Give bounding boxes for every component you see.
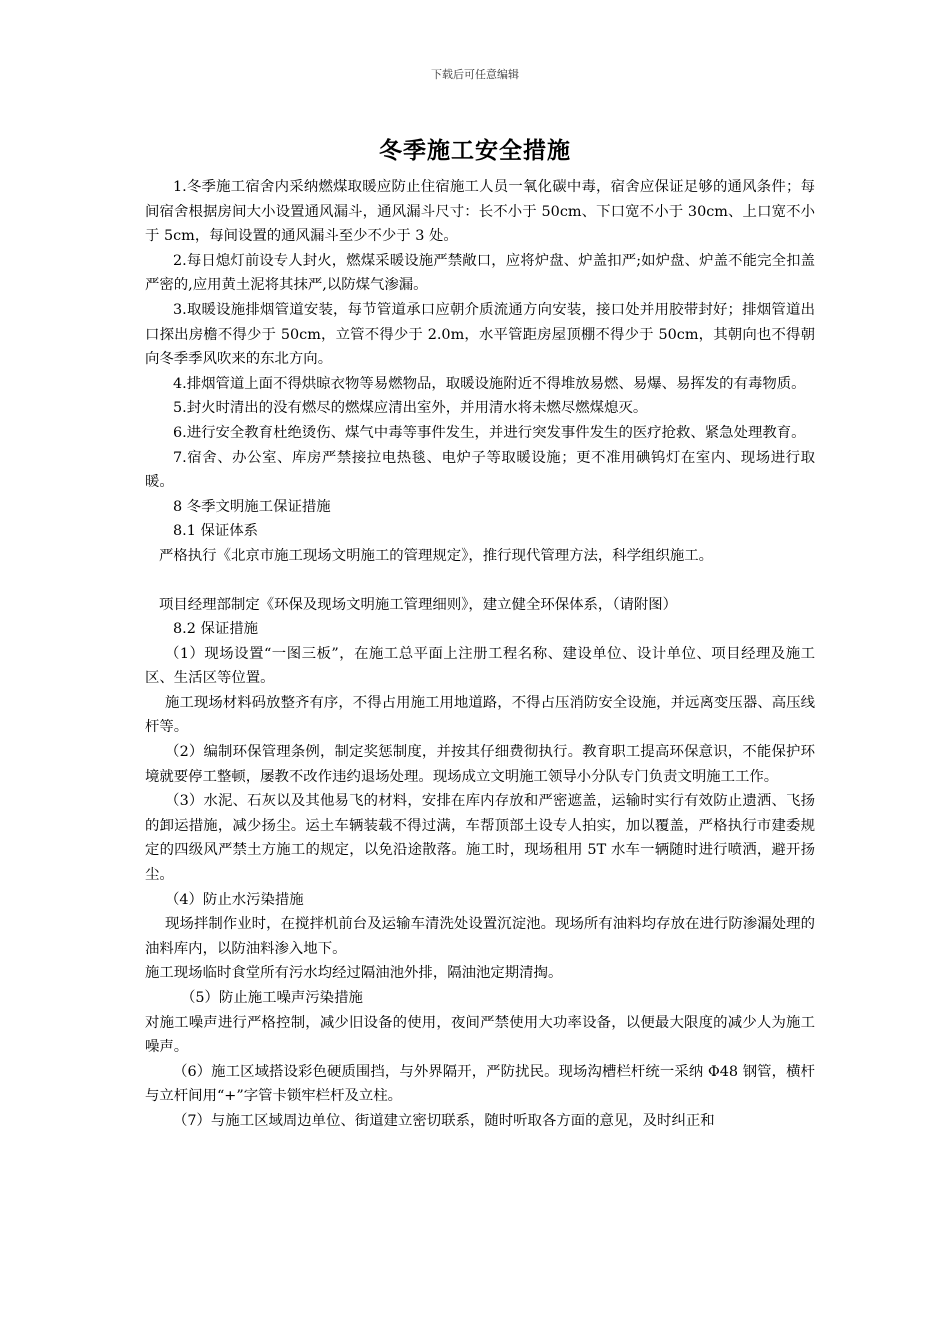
- blank-line: [145, 569, 815, 593]
- paragraph-3: 3.取暖设施排烟管道安装，每节管道承口应朝介质流通方向安装，接口处并用胶带封好；排烟管道出口探出房檐不得少于 50cm，立管不得少于 2.0m，水平管距房屋顶棚不得少于 50cm，其朝向也不得朝向冬季季风吹来的东北方向。: [145, 301, 815, 368]
- measure-2: （2）编制环保管理条例，制定奖惩制度，并按其仔细费彻执行。教育职工提高环保意识，不能保护环境就要停工整顿，屡教不改作违约退场处理。现场成立文明施工领导小分队专门负责文明施工工作。: [145, 744, 815, 785]
- document-body: [145, 175, 815, 1134]
- paragraph-7: 7.宿舍、办公室、库房严禁接拉电热毯、电炉子等取暖设施；更不准用碘钨灯在室内、现场进行取暖。: [145, 449, 815, 491]
- section-heading-8-1: 8.1 保证体系: [173, 523, 259, 540]
- page-header-note: 下载后可任意编辑: [431, 68, 519, 81]
- paragraph-4: 4.排烟管道上面不得烘晾衣物等易燃物品，取暖设施附近不得堆放易燃、易爆、易挥发的有毒物质。: [173, 375, 806, 392]
- measure-3: （3）水泥、石灰以及其他易飞的材料，安排在库内存放和严密遮盖，运输时实行有效防止遗洒、飞扬的卸运措施，减少扬尘。运土车辆装载不得过满，车帮顶部土设专人拍实，加以覆盖，严格执行市建委规定的四级风严禁土方施工的规定，以免沿途散落。施工时，现场租用 5T 水车一辆随时进行喷洒，避开扬尘。: [145, 793, 815, 884]
- paragraph-5: 5.封火时清出的没有燃尽的燃煤应清出室外，并用清水将未燃尽燃煤熄灭。: [173, 400, 648, 417]
- measure-4-heading: （4）防止水污染措施: [165, 891, 304, 908]
- paragraph-2: 2.每日熄灯前设专人封火，燃煤采暖设施严禁敞口，应将炉盘、炉盖扣严;如炉盘、炉盖不能完全扣盖严密的,应用黄土泥将其抹严,以防煤气渗漏。: [145, 252, 815, 294]
- measure-5-heading: （5）防止施工噪声污染措施: [181, 990, 363, 1006]
- measure-5-noise: 对施工噪声进行严格控制，减少旧设备的使用，夜间严禁使用大功率设备，以便最大限度的减少人为施工噪声。: [145, 1014, 815, 1056]
- measure-1: （1）现场设置“一图三板”，在施工总平面上注册工程名称、建设单位、设计单位、项目经理及施工区、生活区等位置。: [145, 645, 815, 687]
- paragraph-1: 1.冬季施工宿舍内采纳燃煤取暖应防止住宿施工人员一氧化碳中毒，宿舍应保证足够的通风条件；每间宿舍根据房间大小设置通风漏斗，通风漏斗尺寸：长不小于 50cm、下口宽不小于 30cm、上口宽不小于 5cm，每间设置的通风漏斗至少不少于 3 处。: [145, 179, 815, 245]
- section-heading-8: 8 冬季文明施工保证措施: [173, 498, 331, 515]
- measure-4-canteen: 施工现场临时食堂所有污水均经过隔油池外排，隔油池定期清掏。: [145, 965, 563, 982]
- measure-4-mixing: 现场拌制作业时，在搅拌机前台及运输车清洗处设置沉淀池。现场所有油料均存放在进行防渗漏处理的油料库内，以防油料渗入地下。: [145, 916, 815, 957]
- paragraph-guarantee-system: 严格执行《北京市施工现场文明施工的管理规定》，推行现代管理方法，科学组织施工。: [159, 547, 714, 564]
- measure-7: （7）与施工区域周边单位、街道建立密切联系，随时听取各方面的意见，及时纠正和: [173, 1112, 715, 1129]
- section-heading-8-2: 8.2 保证措施: [173, 621, 259, 638]
- measure-1-materials: 施工现场材料码放整齐有序，不得占用施工用地道路，不得占压消防安全设施，并远离变压器、高压线杆等。: [145, 694, 815, 736]
- paragraph-6: 6.进行安全教育杜绝烫伤、煤气中毒等事件发生，并进行突发事件发生的医疗抢救、紧急处理教育。: [173, 424, 806, 441]
- paragraph-management-rules: 项目经理部制定《环保及现场文明施工管理细则》，建立健全环保体系，（请附图）: [159, 596, 678, 613]
- document-title: 冬季施工安全措施: [379, 137, 571, 164]
- measure-6: （6）施工区域搭设彩色硬质围挡，与外界隔开，严防扰民。现场沟槽栏杆统一采纳 Φ48 钢管，横杆与立杆间用“+”字管卡锁牢栏杆及立柱。: [145, 1063, 815, 1105]
